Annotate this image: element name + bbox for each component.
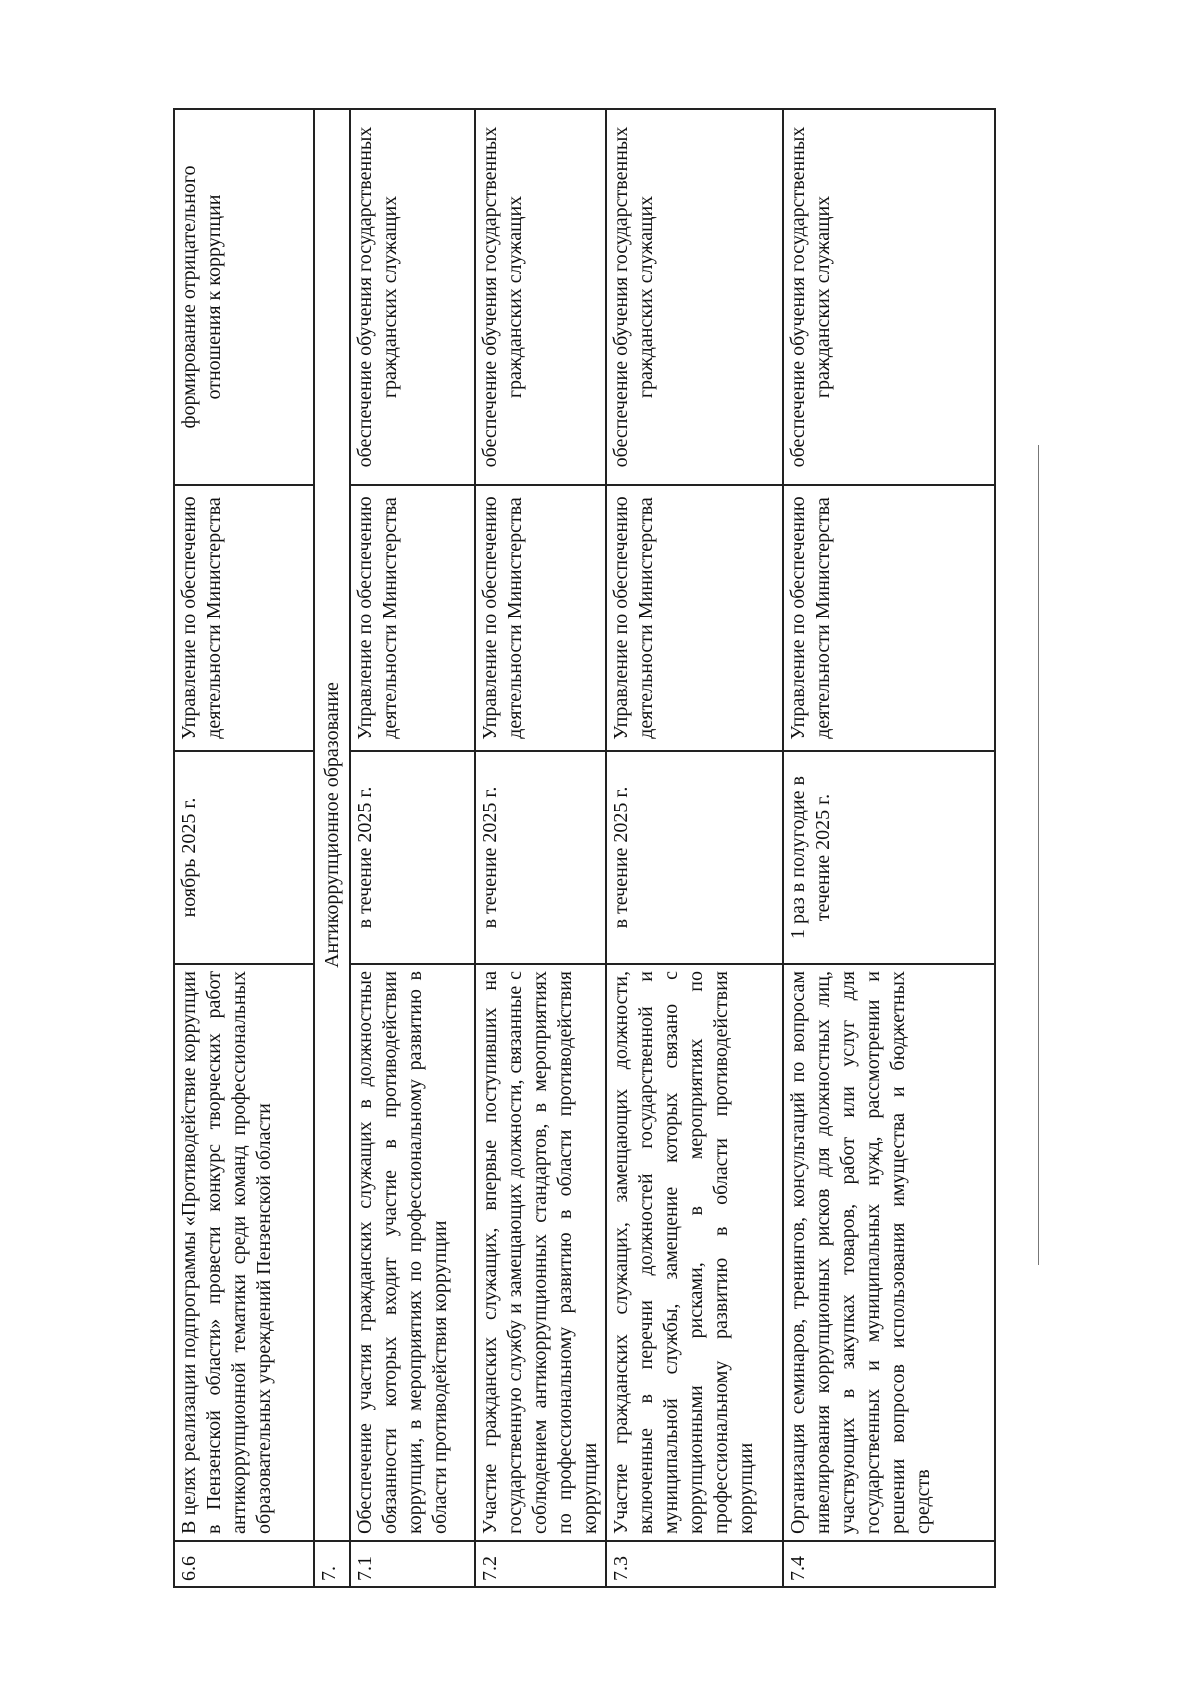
row-executor: Управление по обеспечению деятельности Министерства xyxy=(606,485,783,751)
row-number: 7.2 xyxy=(475,1541,606,1587)
row-description: Участие гражданских служащих, впервые поступивших на государственную службу и замещающих должности, связанные с соблюдением антикоррупционных стандартов, в мероприятиях по профессиональному развитию в области противодействия коррупции xyxy=(475,964,606,1541)
row-result: обеспечение обучения государственных гражданских служащих xyxy=(350,109,475,485)
row-executor: Управление по обеспечению деятельности Министерства xyxy=(475,485,606,751)
table-row-7-2 xyxy=(475,109,606,1587)
section-title: Антикоррупционное образование xyxy=(314,109,350,1541)
rotated-page-content xyxy=(173,110,988,1588)
row-description: Организация семинаров, тренингов, консультаций по вопросам нивелирования коррупционных рисков для должностных лиц, участвующих в закупках товаров, работ или услуг для государственных и муниципальных нужд, рассмотрении и решении вопросов использования имущества и бюджетных средств xyxy=(783,964,995,1541)
row-executor: Управление по обеспечению деятельности Министерства xyxy=(783,485,995,751)
row-description: В целях реализации подпрограммы «Противодействие коррупции в Пензенской области» провести конкурс творческих работ антикоррупционной тематики среди команд профессиональных образовательных учреждений Пензенской области xyxy=(174,964,314,1541)
row-term: в течение 2025 г. xyxy=(350,751,475,964)
table-row-7-4 xyxy=(783,109,995,1587)
section-number: 7. xyxy=(314,1541,350,1587)
table-row-7-1 xyxy=(350,109,475,1587)
row-result: обеспечение обучения государственных гражданских служащих xyxy=(783,109,995,485)
plan-table xyxy=(173,108,996,1588)
row-number: 7.1 xyxy=(350,1541,475,1587)
row-number: 7.4 xyxy=(783,1541,995,1587)
footnote-separator-line xyxy=(1038,445,1039,1265)
row-term: в течение 2025 г. xyxy=(606,751,783,964)
row-description: Участие гражданских служащих, замещающих должности, включенные в перечни должностей государственной и муниципальной службы, замещение которых связано с коррупционными рисками, в мероприятиях по профессиональному развитию в области противодействия коррупции xyxy=(606,964,783,1541)
row-result: формирование отрицательного отношения к коррупции xyxy=(174,109,314,485)
table-row-7-3 xyxy=(606,109,783,1587)
row-number: 6.6 xyxy=(174,1541,314,1587)
row-term: в течение 2025 г. xyxy=(475,751,606,964)
section-row-7 xyxy=(314,109,350,1587)
row-executor: Управление по обеспечению деятельности Министерства xyxy=(350,485,475,751)
row-term: 1 раз в полугодие в течение 2025 г. xyxy=(783,751,995,964)
row-executor: Управление по обеспечению деятельности Министерства xyxy=(174,485,314,751)
row-number: 7.3 xyxy=(606,1541,783,1587)
row-result: обеспечение обучения государственных гражданских служащих xyxy=(606,109,783,485)
row-result: обеспечение обучения государственных гражданских служащих xyxy=(475,109,606,485)
row-term: ноябрь 2025 г. xyxy=(174,751,314,964)
row-description: Обеспечение участия гражданских служащих в должностные обязанности которых входит участие в противодействии коррупции, в мероприятиях по профессиональному развитию в области противодействия коррупции xyxy=(350,964,475,1541)
table-row-6-6 xyxy=(174,109,314,1587)
